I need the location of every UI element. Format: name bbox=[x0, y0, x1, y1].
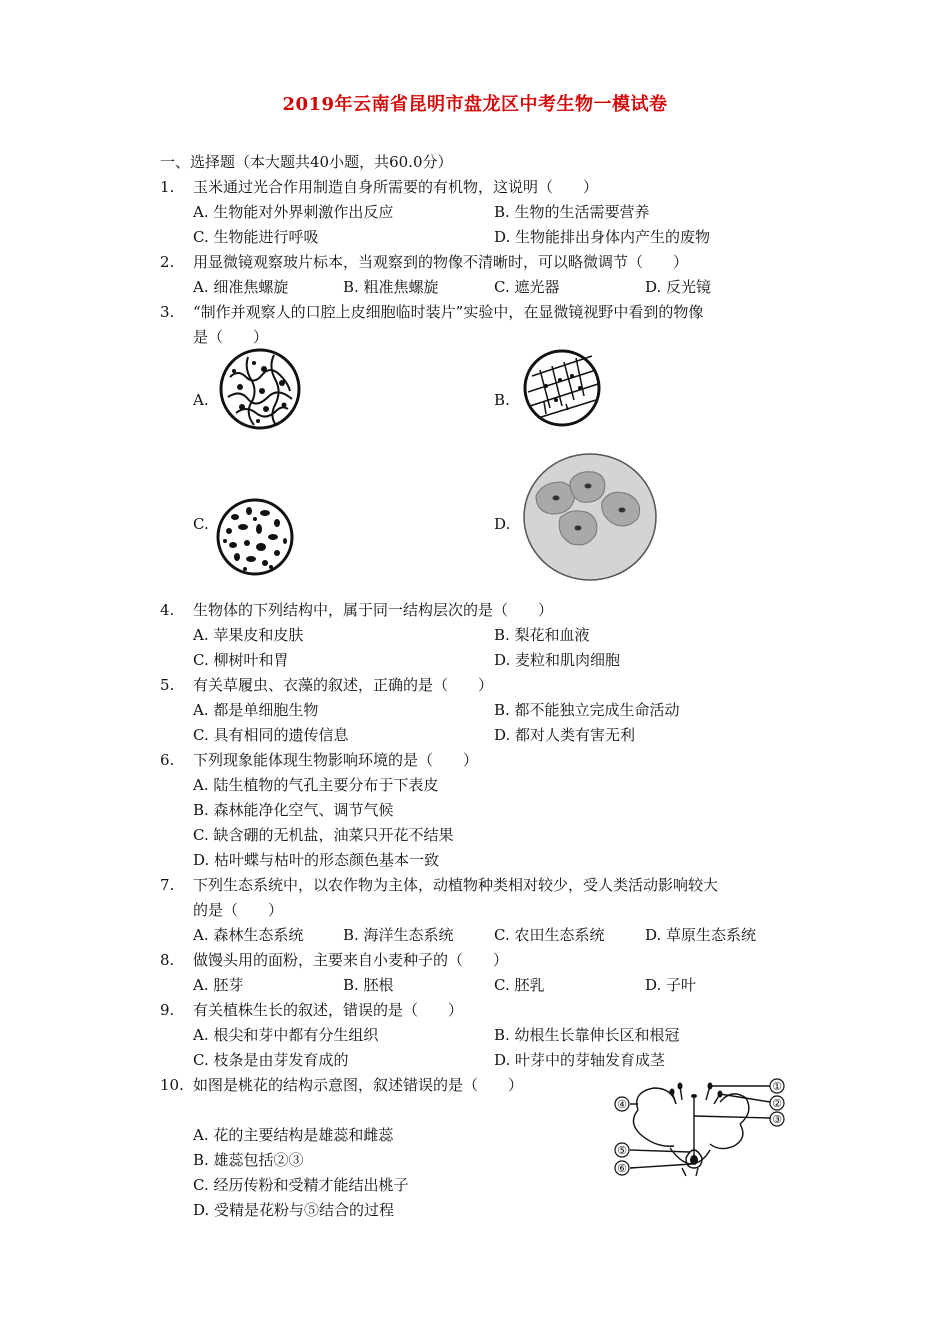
question-stem: 下列现象能体现生物影响环境的是（ ） bbox=[193, 751, 479, 769]
option-b: B. 森林能净化空气、调节气候 bbox=[193, 801, 394, 819]
option-b: B. 幼根生长靠伸长区和根冠 bbox=[494, 1026, 680, 1044]
option-d: D. bbox=[494, 515, 511, 533]
option-c: C. 具有相同的遗传信息 bbox=[193, 726, 349, 744]
option-c: C. 生物能进行呼吸 bbox=[193, 228, 319, 246]
question-stem: 玉米通过光合作用制造自身所需要的有机物，这说明（ ） bbox=[193, 178, 599, 196]
option-d: D. 麦粒和肌肉细胞 bbox=[494, 651, 621, 669]
question-stem-continued: 的是（ ） bbox=[193, 901, 284, 919]
question-number: 3. bbox=[160, 303, 175, 321]
option-b: B. 海洋生态系统 bbox=[343, 926, 454, 944]
question-number: 5. bbox=[160, 676, 175, 694]
question-stem: 用显微镜观察玻片标本，当观察到的物像不清晰时，可以略微调节（ ） bbox=[193, 253, 689, 271]
question-number: 8. bbox=[160, 951, 175, 969]
option-c: C. 农田生态系统 bbox=[494, 926, 605, 944]
option-b: B. 生物的生活需要营养 bbox=[494, 203, 650, 221]
option-a: A. 生物能对外界刺激作出反应 bbox=[193, 203, 394, 221]
option-a: A. 花的主要结构是雄蕊和雌蕊 bbox=[193, 1126, 394, 1144]
page-title: 2019年云南省昆明市盘龙区中考生物一模试卷 bbox=[282, 94, 668, 115]
option-d: D. 草原生态系统 bbox=[645, 926, 757, 944]
option-a: A. 陆生植物的气孔主要分布于下表皮 bbox=[193, 776, 439, 794]
label-5: ⑤ bbox=[617, 1144, 627, 1157]
option-b: B. 雄蕊包括②③ bbox=[193, 1151, 304, 1169]
question-stem: 有关草履虫、衣藻的叙述，正确的是（ ） bbox=[193, 676, 494, 694]
question-stem: 有关植株生长的叙述，错误的是（ ） bbox=[193, 1001, 464, 1019]
question-number: 4. bbox=[160, 601, 175, 619]
question-number: 2. bbox=[160, 253, 175, 271]
option-d: D. 子叶 bbox=[645, 976, 697, 994]
option-a: A. 根尖和芽中都有分生组织 bbox=[193, 1026, 379, 1044]
option-c: C. 柳树叶和胃 bbox=[193, 651, 289, 669]
option-b: B. 梨花和血液 bbox=[494, 626, 590, 644]
option-d: D. 叶芽中的芽轴发育成茎 bbox=[494, 1051, 666, 1069]
question-number: 9. bbox=[160, 1001, 175, 1019]
section-heading: 一、选择题（本大题共40小题，共60.0分） bbox=[160, 153, 453, 171]
question-stem: 如图是桃花的结构示意图，叙述错误的是（ ） bbox=[193, 1076, 524, 1094]
question-number: 1. bbox=[160, 178, 175, 196]
option-d: D. 生物能排出身体内产生的废物 bbox=[494, 228, 711, 246]
option-a: A. 胚芽 bbox=[193, 976, 244, 994]
option-b: B. bbox=[494, 391, 510, 409]
option-b: B. 都不能独立完成生命活动 bbox=[494, 701, 680, 719]
question-stem: 下列生态系统中，以农作物为主体，动植物种类相对较少，受人类活动影响较大 bbox=[193, 876, 719, 894]
micrograph-a-image bbox=[218, 347, 302, 431]
option-a: A. 苹果皮和皮肤 bbox=[193, 626, 304, 644]
option-c: C. 胚乳 bbox=[494, 976, 545, 994]
option-d: D. 枯叶蝶与枯叶的形态颜色基本一致 bbox=[193, 851, 440, 869]
option-a: A. 都是单细胞生物 bbox=[193, 701, 319, 719]
option-d: D. 受精是花粉与⑤结合的过程 bbox=[193, 1201, 395, 1219]
question-stem-continued: 是（ ） bbox=[193, 328, 269, 346]
option-b: B. 粗准焦螺旋 bbox=[343, 278, 439, 296]
option-c: C. 遮光器 bbox=[494, 278, 560, 296]
option-c: C. 枝条是由芽发育成的 bbox=[193, 1051, 349, 1069]
question-stem: 做馒头用的面粉，主要来自小麦种子的（ ） bbox=[193, 951, 509, 969]
micrograph-d-image bbox=[522, 452, 658, 582]
question-stem: 生物体的下列结构中，属于同一结构层次的是（ ） bbox=[193, 601, 554, 619]
option-d: D. 反光镜 bbox=[645, 278, 712, 296]
option-d: D. 都对人类有害无利 bbox=[494, 726, 636, 744]
label-2: ② bbox=[772, 1097, 782, 1110]
option-a: A. 森林生态系统 bbox=[193, 926, 304, 944]
label-6: ⑥ bbox=[617, 1162, 627, 1175]
question-stem: “制作并观察人的口腔上皮细胞临时装片”实验中，在显微镜视野中看到的物像 bbox=[193, 303, 704, 321]
question-number: 6. bbox=[160, 751, 175, 769]
label-1: ① bbox=[772, 1080, 782, 1093]
micrograph-c-image bbox=[215, 497, 295, 577]
option-a: A. 细准焦螺旋 bbox=[193, 278, 289, 296]
question-number: 10. bbox=[160, 1076, 184, 1094]
question-number: 7. bbox=[160, 876, 175, 894]
micrograph-b-image bbox=[522, 348, 602, 428]
option-c: C. 经历传粉和受精才能结出桃子 bbox=[193, 1176, 409, 1194]
option-b: B. 胚根 bbox=[343, 976, 394, 994]
option-c: C. bbox=[193, 515, 209, 533]
peach-flower-diagram bbox=[610, 1072, 794, 1178]
label-3: ③ bbox=[772, 1113, 782, 1126]
label-4: ④ bbox=[617, 1098, 627, 1111]
option-a: A. bbox=[193, 391, 209, 409]
option-c: C. 缺含硼的无机盐，油菜只开花不结果 bbox=[193, 826, 454, 844]
